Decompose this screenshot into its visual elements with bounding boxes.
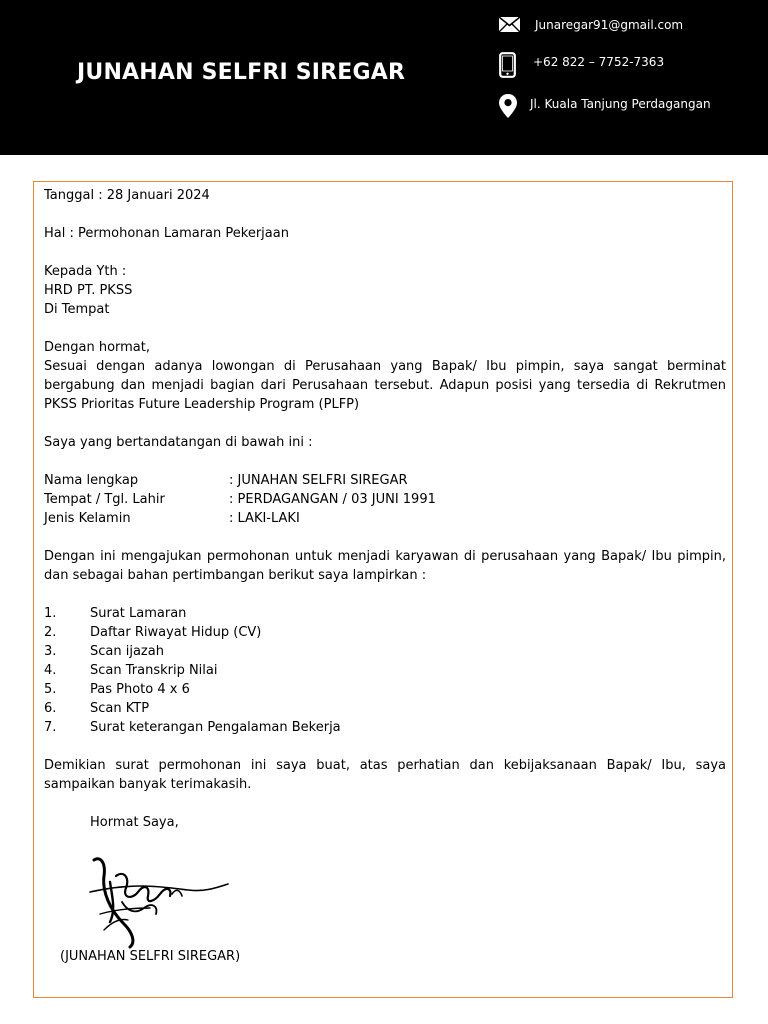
attachment-number: 2. [44, 625, 57, 640]
identity-label: Jenis Kelamin [44, 511, 131, 526]
attachment-number: 6. [44, 701, 57, 716]
header-banner [0, 0, 768, 155]
greeting: Dengan hormat, [44, 340, 151, 355]
identity-label: Tempat / Tgl. Lahir [44, 492, 165, 507]
attachment-text: Scan ijazah [90, 644, 164, 659]
regards-line: Hormat Saya, [90, 815, 179, 830]
attachment-text: Scan Transkrip Nilai [90, 663, 218, 678]
attachment-number: 1. [44, 606, 57, 621]
identity-row [44, 490, 726, 509]
attachment-text: Surat Lamaran [90, 606, 187, 621]
applicant-name: JUNAHAN SELFRI SIREGAR [77, 60, 406, 85]
attachment-item [44, 718, 726, 737]
letter-date: Tanggal : 28 Januari 2024 [44, 188, 210, 203]
attachment-item [44, 680, 726, 699]
letter-body [44, 186, 726, 832]
application-paragraph: Dengan ini mengajukan permohonan untuk menjadi karyawan di perusahaan yang Bapak/ Ibu pimpin, dan sebagai bahan pertimbangan berikut saya lampirkan : [44, 549, 726, 583]
closing-paragraph: Demikian surat permohonan ini saya buat, atas perhatian dan kebijaksanaan Bapak/ Ibu, saya sampaikan banyak terimakasih. [44, 758, 726, 792]
recipient-line: Di Tempat [44, 302, 110, 317]
attachment-item [44, 661, 726, 680]
address-text: Jl. Kuala Tanjung Perdagangan [530, 97, 711, 111]
recipient-line: Kepada Yth : [44, 264, 127, 279]
intro-paragraph: Sesuai dengan adanya lowongan di Perusahaan yang Bapak/ Ibu pimpin, saya sangat berminat bergabung dan menjadi bagian dari Perusahaan tersebut. Adapun posisi yang tersedia di Rekrutmen PKSS Prioritas Future Leadership Program (PLFP) [44, 359, 726, 412]
attachment-number: 7. [44, 720, 57, 735]
envelope-icon [499, 17, 520, 32]
handwritten-signature [80, 852, 240, 952]
attachment-item [44, 642, 726, 661]
identity-value: : JUNAHAN SELFRI SIREGAR [229, 473, 408, 488]
attachment-number: 5. [44, 682, 57, 697]
undersigned-line: Saya yang bertandatangan di bawah ini : [44, 435, 313, 450]
email-text[interactable]: Junaregar91@gmail.com [535, 18, 684, 32]
location-pin-icon [499, 94, 517, 118]
attachment-text: Scan KTP [90, 701, 150, 716]
attachment-number: 3. [44, 644, 57, 659]
identity-label: Nama lengkap [44, 473, 139, 488]
attachment-text: Daftar Riwayat Hidup (CV) [90, 625, 262, 640]
attachment-item [44, 699, 726, 718]
attachment-number: 4. [44, 663, 57, 678]
letter-subject: Hal : Permohonan Lamaran Pekerjaan [44, 226, 289, 241]
identity-row [44, 509, 726, 528]
phone-text[interactable]: +62 822 – 7752-7363 [533, 55, 665, 69]
signer-name: (JUNAHAN SELFRI SIREGAR) [60, 949, 241, 964]
attachment-item [44, 604, 726, 623]
phone-icon [499, 52, 516, 78]
attachment-item [44, 623, 726, 642]
attachment-text: Surat keterangan Pengalaman Bekerja [90, 720, 341, 735]
recipient-line: HRD PT. PKSS [44, 283, 133, 298]
attachment-text: Pas Photo 4 x 6 [90, 682, 190, 697]
identity-row [44, 471, 726, 490]
identity-value: : LAKI-LAKI [229, 511, 300, 526]
identity-value: : PERDAGANGAN / 03 JUNI 1991 [229, 492, 436, 507]
